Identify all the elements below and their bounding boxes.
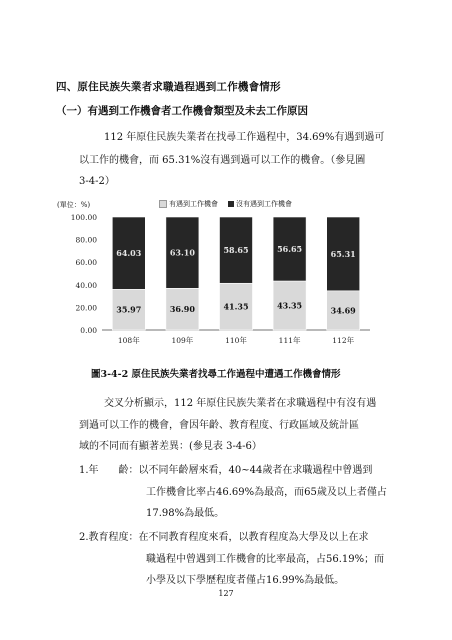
y-tick-label: 40.00 <box>75 280 97 290</box>
legend-label-met: 有遇到工作機會 <box>169 200 218 208</box>
data-label: 63.10 <box>169 247 195 258</box>
data-label: 35.97 <box>116 304 142 315</box>
list-item-education-cont: 小學及以下學歷程度者僅占16.99%為最低。 <box>146 575 345 586</box>
section-heading: 四、原住民族失業者求職過程遇到工作機會情形 <box>56 81 281 93</box>
paragraph-line: 3-4-2） <box>79 176 115 187</box>
paragraph-line: 以工作的機會，而 65.31%沒有遇到過可以工作的機會。（參見圖 <box>79 155 366 166</box>
x-tick-label: 111年 <box>278 336 301 345</box>
data-label: 43.35 <box>277 300 303 311</box>
chart-unit-label: (單位：%) <box>57 201 91 209</box>
x-tick-label: 108年 <box>117 336 140 345</box>
x-tick-label: 112年 <box>332 336 355 345</box>
list-item-age-cont: 工作機會比率占46.69%為最高，而65歲及以上者僅占 <box>146 487 387 498</box>
y-tick-label: 60.00 <box>75 258 97 268</box>
data-label: 41.35 <box>223 301 249 312</box>
legend-label-not-met: 沒有遇到工作機會 <box>236 200 292 208</box>
data-label: 65.31 <box>330 248 356 259</box>
data-label: 64.03 <box>116 248 142 259</box>
subsection-heading: （一）有遇到工作機會者工作機會類型及未去工作原因 <box>56 105 308 117</box>
list-item-age-cont: 17.98%為最低。 <box>146 508 225 519</box>
list-item-education: 2.教育程度：在不同教育程度來看，以教育程度為大學及以上在求 <box>79 532 369 543</box>
y-tick-label: 0.00 <box>80 326 97 335</box>
x-tick-label: 110年 <box>225 336 247 345</box>
list-item-education-cont: 職過程中曾遇到工作機會的比率最高，占56.19%；而 <box>146 554 385 565</box>
paragraph-line: 112 年原住民族失業者在找尋工作過程中，34.69%有遇到過可 <box>104 132 385 143</box>
data-label: 56.65 <box>277 244 303 255</box>
y-tick-label: 100.00 <box>70 213 97 222</box>
paragraph-line: 域的不同而有顯著差異：(參見表 3-4-6） <box>79 441 262 452</box>
figure-caption: 圖3-4-2 原住民族失業者找尋工作過程中遭遇工作機會情形 <box>91 369 341 380</box>
y-tick-label: 20.00 <box>75 303 97 313</box>
x-tick-label: 109年 <box>171 336 194 345</box>
data-label: 36.90 <box>169 304 195 315</box>
data-label: 34.69 <box>330 305 356 316</box>
paragraph-line: 交叉分析顯示，112 年原住民族失業者在求職過程中有沒有遇 <box>104 398 377 409</box>
data-label: 58.65 <box>223 245 249 256</box>
page-number: 127 <box>218 589 234 598</box>
paragraph-line: 到過可以工作的機會，會因年齡、教育程度、行政區域及統計區 <box>79 420 359 431</box>
y-tick-label: 80.00 <box>75 235 97 245</box>
list-item-age: 1.年 齡：以不同年齡層來看，40~44歲者在求職過程中曾遇到 <box>79 465 373 476</box>
